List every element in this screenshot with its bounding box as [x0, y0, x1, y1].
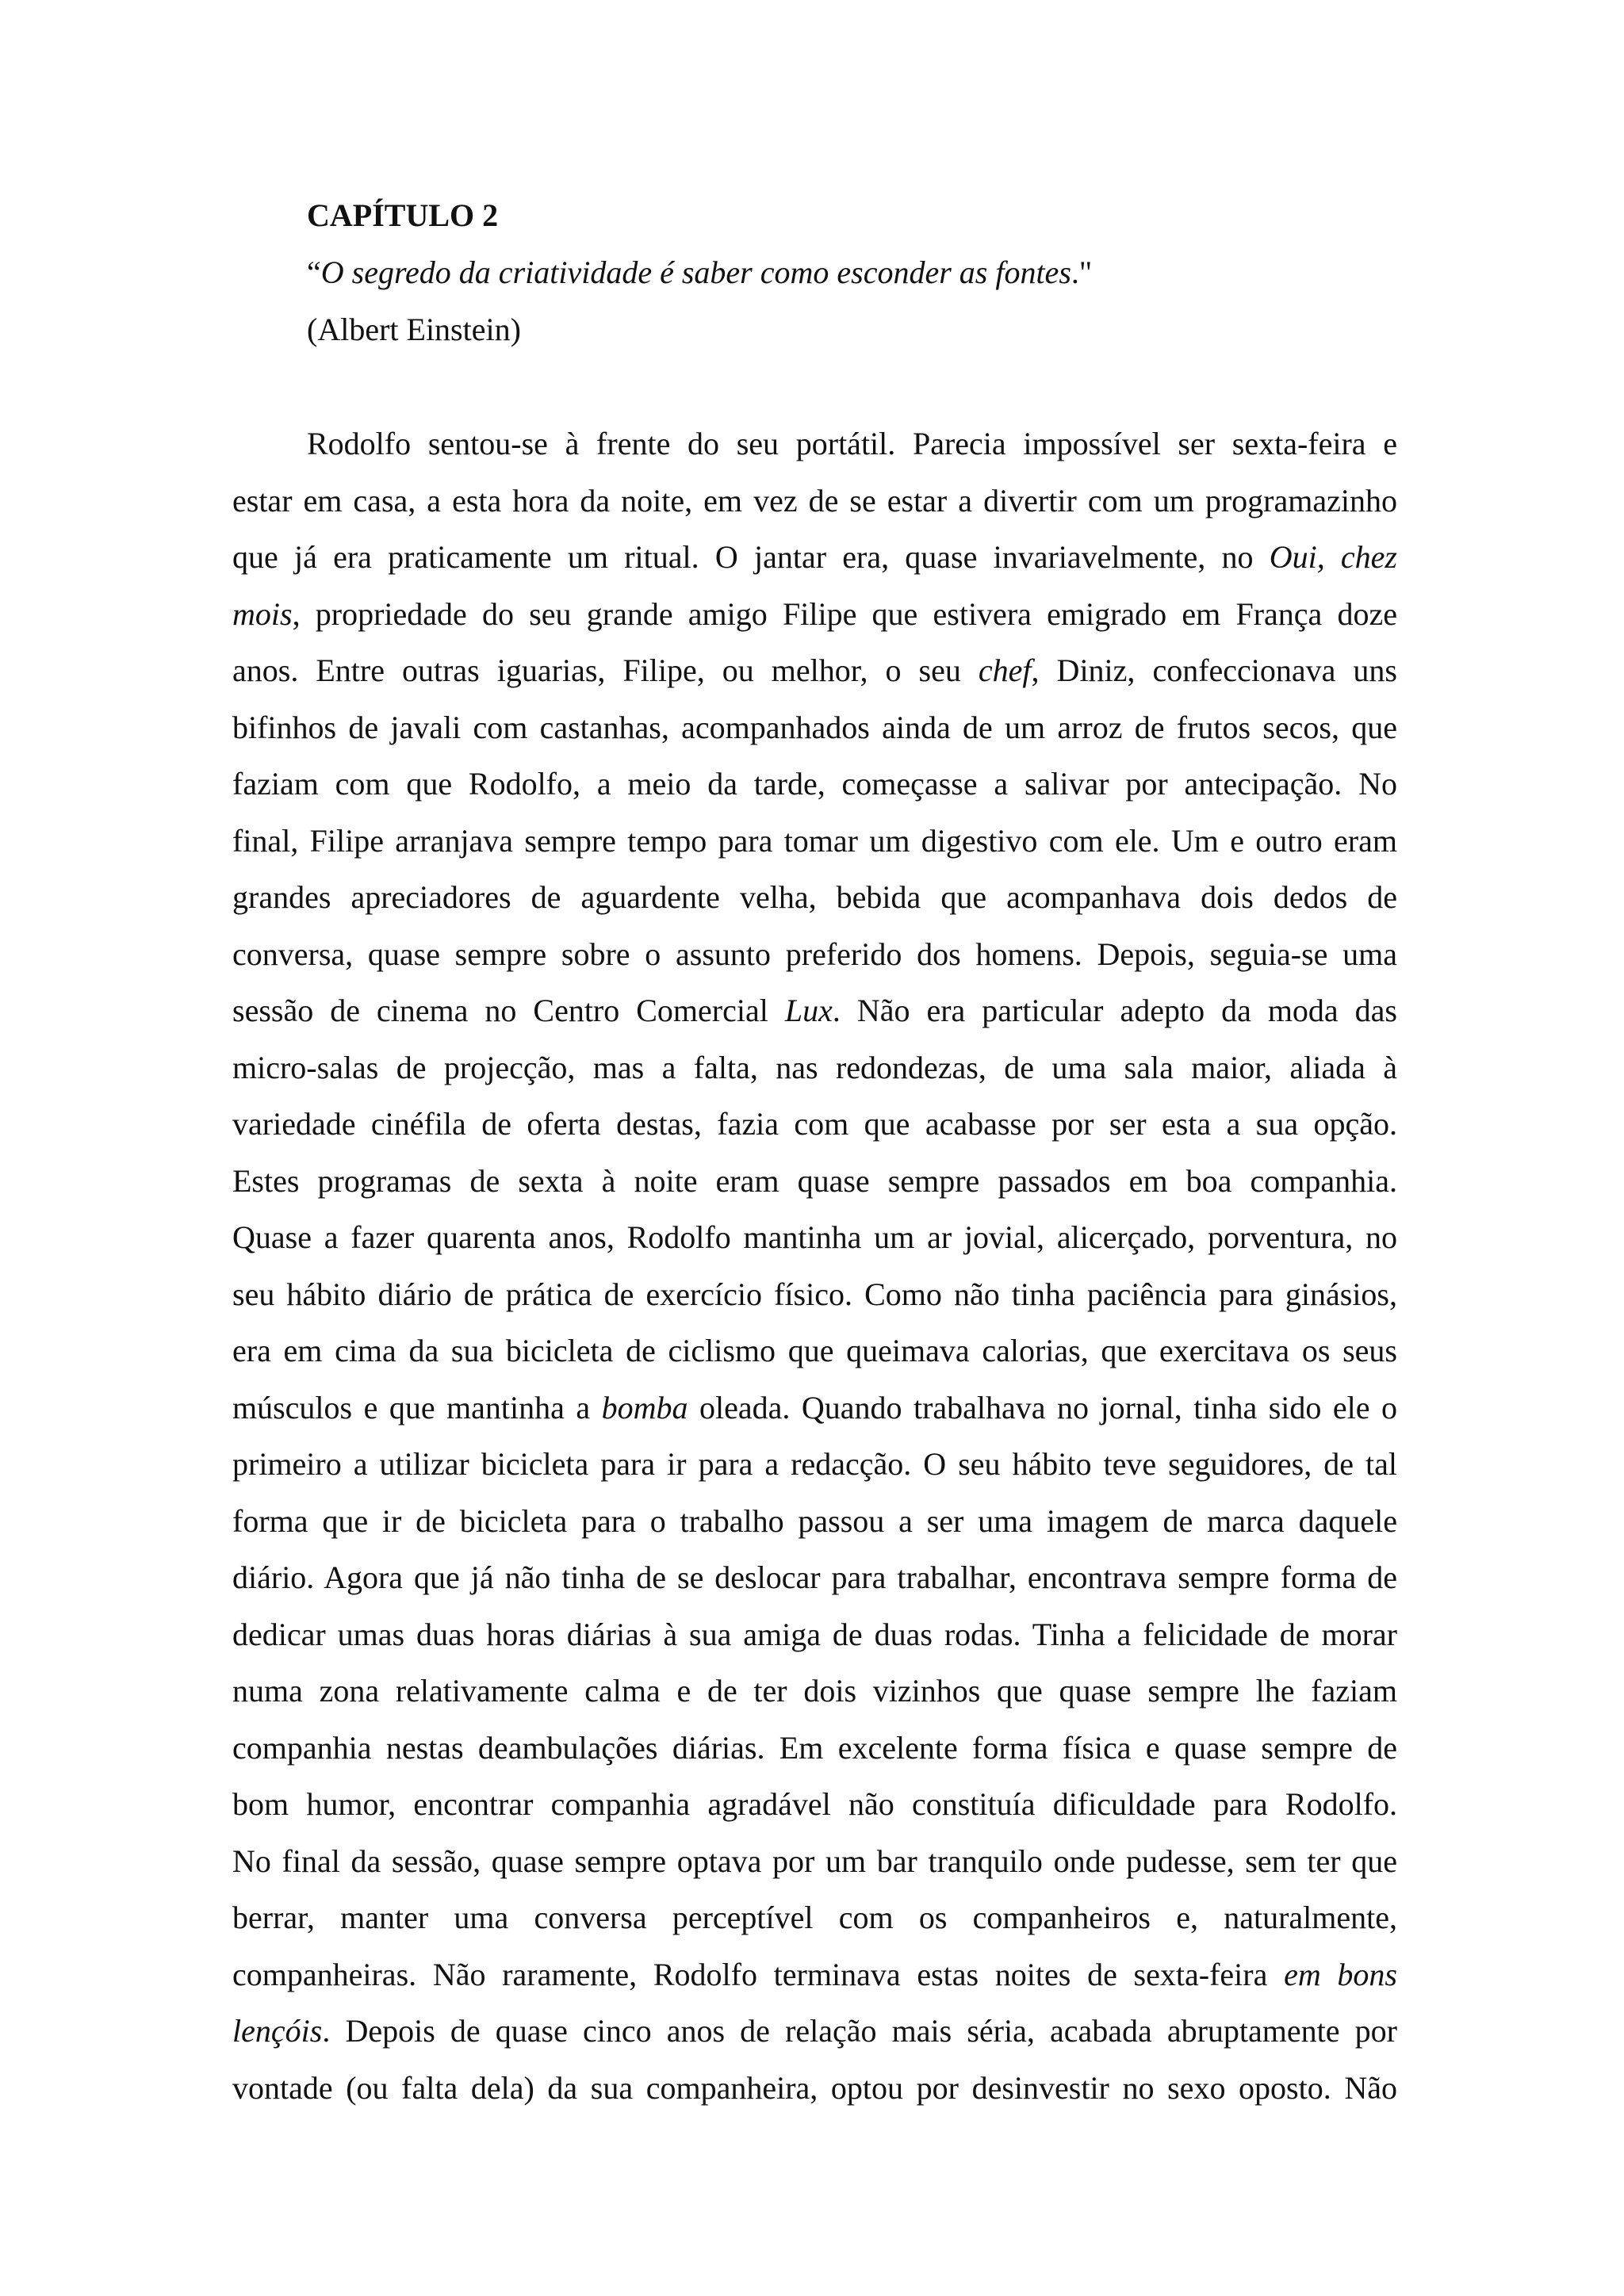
italic-text: Lux [784, 993, 833, 1028]
chapter-title: CAPÍTULO 2 [307, 197, 499, 233]
text-segment: . Não era particular adepto da moda das [832, 993, 1397, 1028]
text-line [232, 473, 1397, 530]
text-segment: diário. Agora que já não tinha de se deslocar para trabalhar, encontrava sempre forma de [232, 1559, 1397, 1595]
text-segment: Rodolfo sentou-se à frente do seu portátil. Parecia impossível ser sexta-feira e [307, 426, 1397, 461]
text-segment: micro-salas de projecção, mas a falta, nas redondezas, de uma sala maior, aliada à [232, 1049, 1397, 1085]
italic-text: chef [978, 652, 1032, 688]
text-segment: grandes apreciadores de aguardente velha, bebida que acompanhava dois dedos de [232, 879, 1397, 915]
text-line [232, 926, 1397, 983]
text-segment: era em cima da sua bicicleta de ciclismo que queimava calorias, que exercitava os seus [232, 1333, 1397, 1368]
text-segment: conversa, quase sempre sobre o assunto preferido dos homens. Depois, seguia-se uma [232, 936, 1397, 972]
text-line [232, 1946, 1397, 2003]
text-segment: seu hábito diário de prática de exercício físico. Como não tinha paciência para ginásios, [232, 1276, 1397, 1312]
text-line [232, 1549, 1397, 1606]
text-line [232, 1663, 1397, 1720]
text-segment: vontade (ou falta dela) da sua companheira, optou por desinvestir no sexo oposto. Não [232, 2069, 1397, 2106]
text-segment: final, Filipe arranjava sempre tempo para tomar um digestivo com ele. Um e outro eram [232, 822, 1397, 859]
epigraph-text: O segredo da criatividade é saber como esconder as fontes [320, 254, 1071, 290]
text-segment: bifinhos de javali com castanhas, acompanhados ainda de um arroz de frutos secos, que [232, 709, 1397, 745]
text-line [232, 586, 1397, 643]
text-line [232, 1436, 1397, 1493]
text-segment: companheiras. Não raramente, Rodolfo terminava estas noites de sexta-feira [232, 1956, 1285, 1992]
text-line [232, 699, 1397, 756]
epigraph-quote [307, 244, 1417, 301]
text-line [232, 1833, 1397, 1890]
text-line [232, 2003, 1397, 2060]
text-line [232, 1153, 1397, 1210]
text-segment: Estes programas de sexta à noite eram quase sempre passados em boa companhia. [232, 1162, 1397, 1199]
text-segment: No final da sessão, quase sempre optava por um bar tranquilo onde pudesse, sem ter que [232, 1843, 1397, 1879]
epigraph-open-quote: “ [307, 254, 321, 290]
italic-text: mois [232, 595, 293, 632]
text-line [232, 1493, 1397, 1550]
text-line [232, 1776, 1397, 1833]
text-segment: bom humor, encontrar companhia agradável não constituía dificuldade para Rodolfo. [232, 1786, 1397, 1822]
text-line [232, 1380, 1397, 1437]
text-segment: faziam com que Rodolfo, a meio da tarde, começasse a salivar por antecipação. No [232, 766, 1397, 802]
text-segment: . Depois de quase cinco anos de relação mais séria, acabada abruptamente por [322, 2013, 1397, 2049]
text-line [232, 1322, 1397, 1380]
text-segment: variedade cinéfila de oferta destas, fazia com que acabasse por ser esta a sua opção. [232, 1106, 1397, 1142]
text-line [232, 1096, 1397, 1153]
text-line [232, 756, 1397, 813]
text-segment: que já era praticamente um ritual. O jantar era, quase invariavelmente, no [232, 539, 1270, 575]
epigraph-close-quote: ." [1071, 254, 1093, 290]
epigraph-author: (Albert Einstein) [307, 312, 521, 347]
text-segment: primeiro a utilizar bicicleta para ir para a redacção. O seu hábito teve seguidores, de tal [232, 1446, 1397, 1482]
text-segment: berrar, manter uma conversa perceptível com os companheiros e, naturalmente, [232, 1900, 1397, 1935]
text-line [232, 982, 1397, 1039]
text-line [232, 1606, 1397, 1663]
text-segment: numa zona relativamente calma e de ter dois vizinhos que quase sempre lhe faziam [232, 1673, 1397, 1709]
text-line [232, 1720, 1397, 1777]
text-line [232, 1209, 1397, 1266]
text-segment: forma que ir de bicicleta para o trabalho passou a ser uma imagem de marca daquele [232, 1502, 1397, 1539]
text-segment: sessão de cinema no Centro Comercial [232, 993, 785, 1028]
text-segment: anos. Entre outras iguarias, Filipe, ou melhor, o seu [232, 652, 979, 688]
italic-text: bomba [601, 1389, 688, 1425]
text-segment: estar em casa, a esta hora da noite, em vez de se estar a divertir com um programazinho [232, 482, 1397, 519]
text-line [232, 642, 1397, 699]
body-paragraph [232, 415, 1397, 2116]
text-segment: dedicar umas duas horas diárias à sua amiga de duas rodas. Tinha a felicidade de morar [232, 1616, 1397, 1652]
text-segment: Quase a fazer quarenta anos, Rodolfo mantinha um ar jovial, alicerçado, porventura, no [232, 1219, 1397, 1255]
text-line [232, 869, 1397, 926]
italic-text: lençóis [232, 2013, 323, 2049]
text-line [232, 1039, 1397, 1096]
text-line [232, 529, 1397, 586]
text-line [232, 2060, 1397, 2117]
text-segment: companhia nestas deambulações diárias. Em excelente forma física e quase sempre de [232, 1729, 1397, 1766]
text-line [232, 1266, 1397, 1323]
chapter-heading [307, 187, 1417, 358]
text-line [232, 813, 1397, 870]
text-segment: músculos e que mantinha a [232, 1389, 602, 1425]
text-line [232, 1889, 1397, 1946]
text-segment: oleada. Quando trabalhava no jornal, tinha sido ele o [688, 1389, 1397, 1425]
italic-text: em bons [1284, 1956, 1397, 1992]
italic-text: Oui, chez [1269, 539, 1397, 575]
text-line [232, 415, 1397, 473]
text-segment: , Diniz, confeccionava uns [1031, 652, 1397, 688]
text-segment: , propriedade do seu grande amigo Filipe que estivera emigrado em França doze [292, 595, 1397, 632]
